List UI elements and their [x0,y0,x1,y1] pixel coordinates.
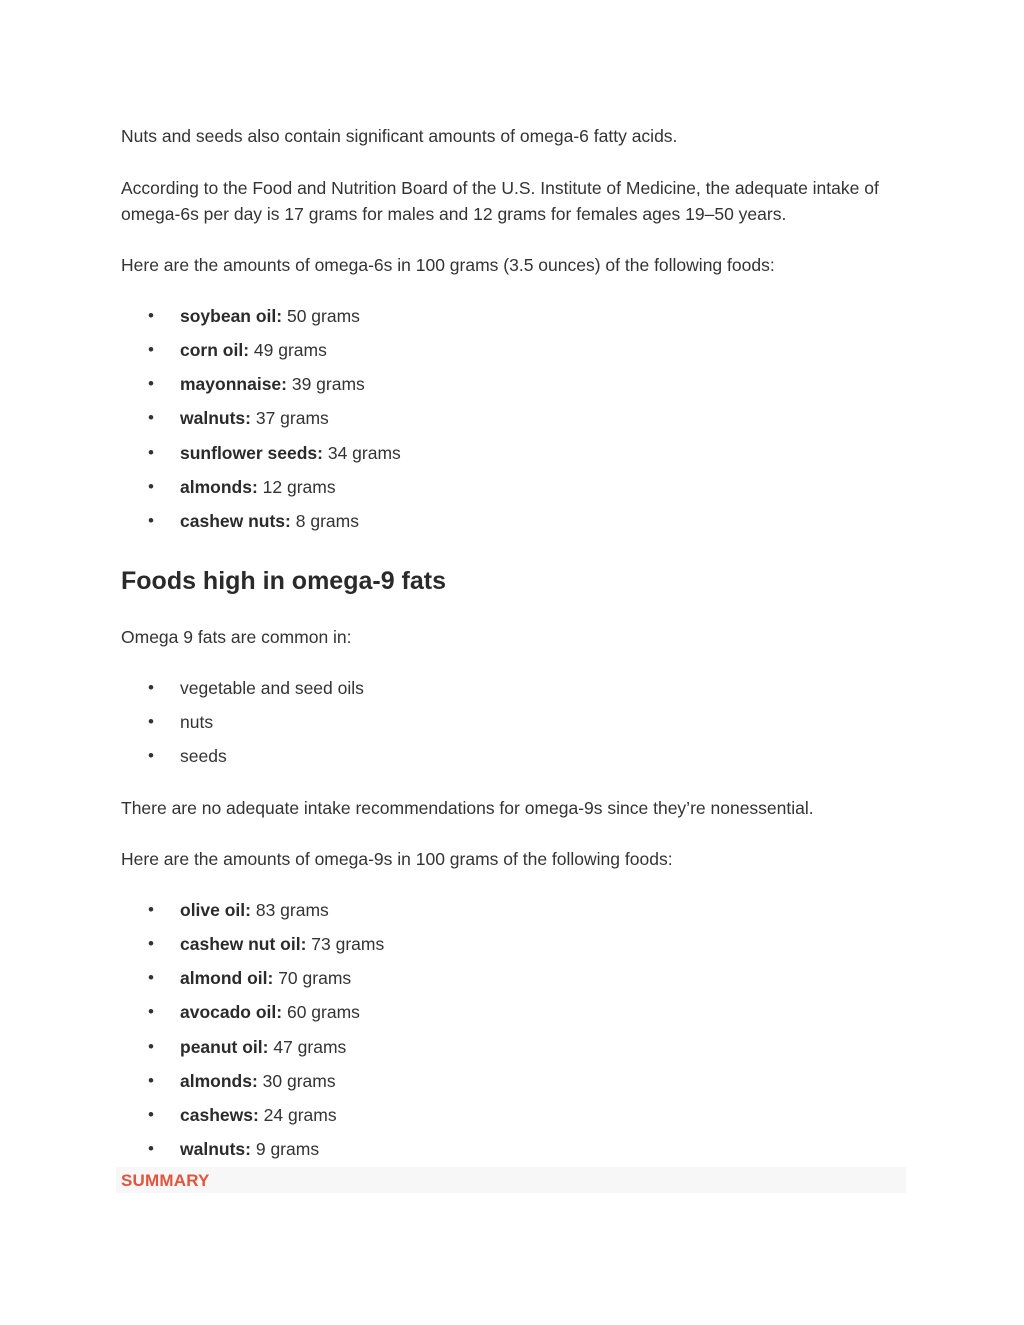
omega9-source-list [121,676,906,778]
food-amount: 70 grams [278,968,352,989]
list-item [121,372,906,406]
list-item [121,710,906,744]
list-item [121,406,906,440]
food-amount: 8 grams [295,510,359,531]
summary-box [116,1167,906,1193]
food-name: cashew nuts: [180,510,291,531]
food-name: almonds: [180,1070,258,1091]
food-name: cashews: [180,1104,259,1125]
food-amount: 37 grams [255,408,329,429]
list-item [121,304,906,338]
list-item [121,1103,906,1137]
food-amount: 50 grams [286,306,360,326]
list-item [121,932,906,966]
food-name: walnuts: [180,1138,251,1159]
list-item [121,1035,906,1069]
bullet-icon: • [148,408,154,428]
list-item [121,441,906,475]
food-name: avocado oil: [180,1002,283,1023]
paragraph-omega9-common: Omega 9 fats are common in: [121,627,352,647]
food-amount: 49 grams [253,340,327,361]
paragraph-adequate-intake: According to the Food and Nutrition Board of the U.S. Institute of Medicine, the adequate intake of omega-6s per day is 17 grams for males and 12 grams for females ages 19–50 years. [121,178,879,224]
list-item [121,1000,906,1034]
list-item [121,1137,906,1171]
list-item [121,898,906,932]
list-item [121,744,906,778]
bullet-icon: • [148,1036,154,1056]
bullet-icon: • [148,968,154,988]
food-name: olive oil: [180,900,251,920]
list-item [121,338,906,372]
food-name: cashew nut oil: [180,934,307,955]
food-name: mayonnaise: [180,374,287,395]
food-name: peanut oil: [180,1036,269,1057]
omega9-food-list [121,898,906,1171]
food-name: sunflower seeds: [180,442,323,463]
food-name: almond oil: [180,968,274,989]
list-item [121,1069,906,1103]
bullet-icon: • [148,678,154,697]
section-heading-omega9: Foods high in omega-9 fats [121,567,447,595]
bullet-icon: • [148,442,154,462]
bullet-icon: • [148,712,154,732]
food-amount: 60 grams [286,1002,360,1023]
paragraph-omega9-lead: Here are the amounts of omega-9s in 100 grams of the following foods: [121,849,673,869]
food-amount: 12 grams [262,476,336,497]
bullet-icon: • [148,476,154,496]
food-amount: 30 grams [262,1070,336,1091]
food-name: almonds: [180,476,258,497]
bullet-icon: • [148,306,154,325]
bullet-icon: • [148,1070,154,1090]
bullet-icon: • [148,374,154,394]
source-name: seeds [180,746,227,767]
food-amount: 9 grams [255,1138,320,1159]
list-item [121,966,906,1000]
paragraph-omega6-lead: Here are the amounts of omega-6s in 100 grams (3.5 ounces) of the following foods: [121,255,775,275]
bullet-icon: • [148,340,154,360]
food-name: corn oil: [180,340,250,361]
bullet-icon: • [148,934,154,954]
food-name: soybean oil: [180,306,283,326]
food-amount: 47 grams [273,1036,347,1057]
list-item [121,509,906,543]
bullet-icon: • [148,746,154,766]
bullet-icon: • [148,1104,154,1124]
food-amount: 24 grams [263,1104,337,1125]
bullet-icon: • [148,900,154,919]
food-amount: 39 grams [291,374,365,395]
bullet-icon: • [148,1138,154,1158]
food-amount: 83 grams [255,900,329,920]
list-item [121,676,906,710]
food-amount: 34 grams [327,442,401,463]
food-amount: 73 grams [311,934,385,955]
list-item [121,475,906,509]
bullet-icon: • [148,1002,154,1022]
bullet-icon: • [148,510,154,530]
food-name: walnuts: [180,408,251,429]
summary-label: SUMMARY [121,1171,210,1190]
paragraph-intro: Nuts and seeds also contain significant amounts of omega-6 fatty acids. [121,126,678,146]
omega6-food-list [121,304,906,543]
paragraph-omega9-no-recommendation: There are no adequate intake recommendations for omega-9s since they’re nonessential. [121,798,814,818]
source-name: vegetable and seed oils [180,678,364,698]
source-name: nuts [180,712,214,733]
